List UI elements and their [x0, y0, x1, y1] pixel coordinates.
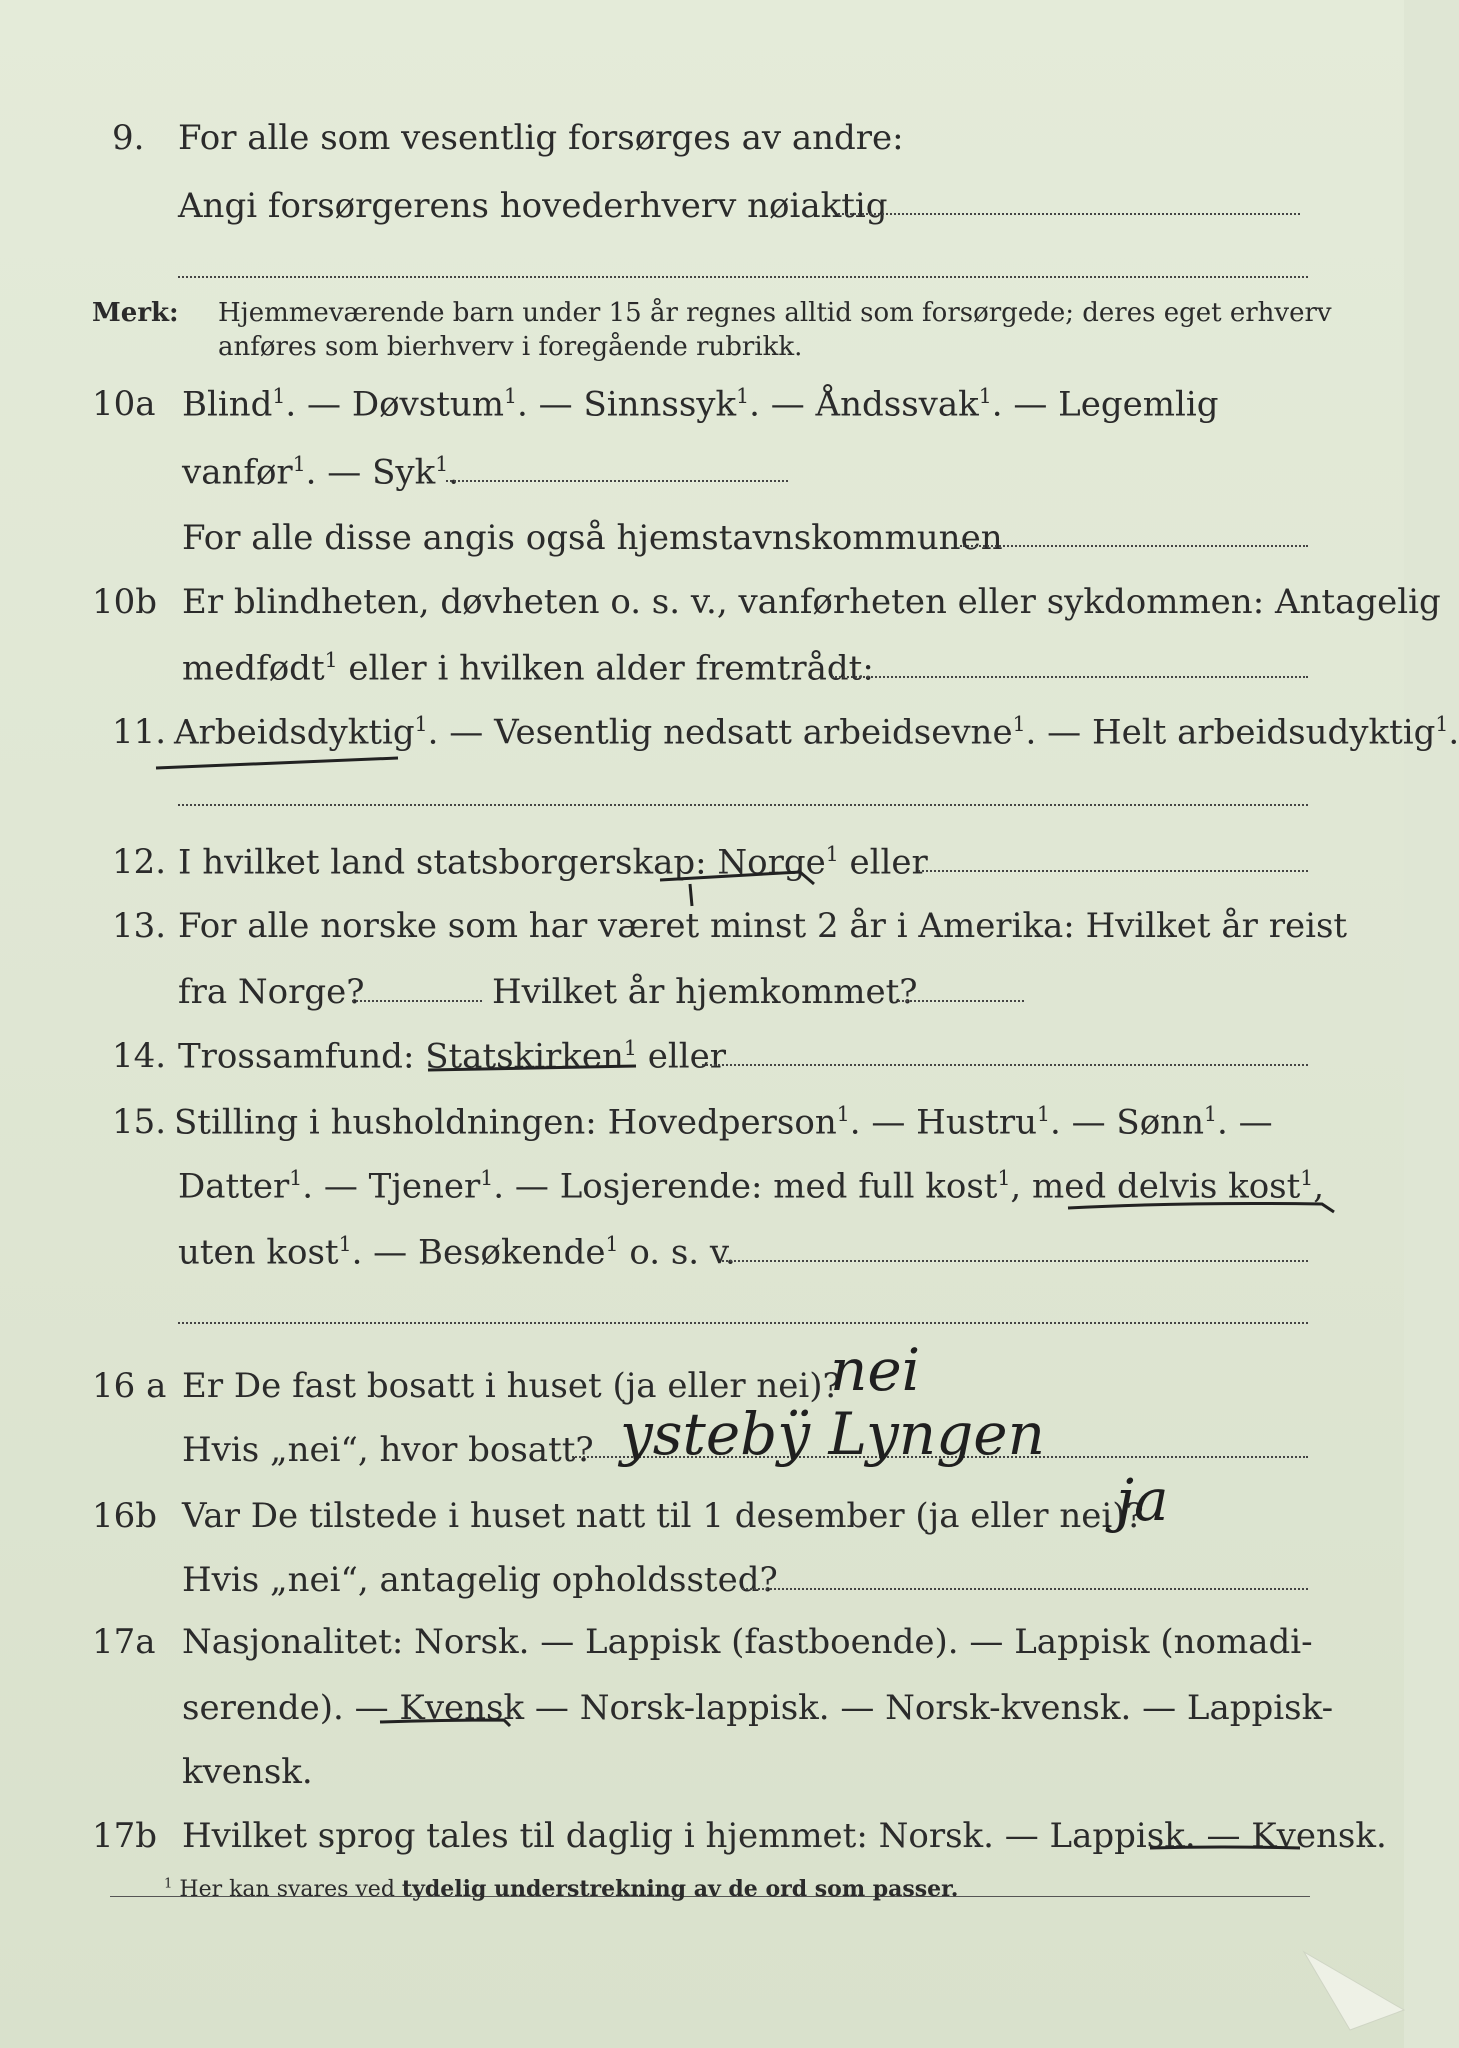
underline-kvensk-17b: [1150, 1847, 1300, 1848]
q16a-handwritten-answer[interactable]: nei: [830, 1336, 921, 1404]
q17b-text: Hvilket sprog tales til daglig i hjemmet: Norsk. — Lappisk. —: [182, 1816, 1241, 1856]
q12-line: I hvilket land statsborgerskap: Norge$^1$ eller: [178, 842, 928, 883]
q15-datter[interactable]: Datter: [178, 1166, 290, 1207]
q16a-question: Er De fast bosatt i huset (ja eller nei)?: [182, 1366, 841, 1406]
q12-number: 12.: [112, 842, 167, 882]
footnote-plain: Her kan svares ved: [179, 1877, 395, 1902]
footnote-bold: tydelig understrekning av de ord som passer.: [401, 1876, 959, 1902]
merk-label: Merk:: [92, 298, 179, 328]
q10a-dovstum[interactable]: Døvstum: [351, 384, 505, 425]
q15-label: Stilling i husholdningen:: [174, 1102, 597, 1143]
q17a-line1: Nasjonalitet: Norsk. — Lappisk (fastboende). — Lappisk (nomadi-: [182, 1622, 1313, 1662]
q15-delvis[interactable]: delvis kost: [1117, 1166, 1301, 1207]
q10a-line2: vanfør$^1$. — Syk$^1$.: [182, 452, 460, 493]
q15-sonn[interactable]: Sønn: [1116, 1102, 1204, 1143]
q14-statskirken[interactable]: Statskirken: [425, 1036, 624, 1077]
q17a-line3: kvensk.: [182, 1752, 313, 1792]
q9-line1: For alle som vesentlig forsørges av andre:: [178, 118, 904, 158]
q10b-medfodt[interactable]: medfødt: [182, 648, 325, 689]
merk-line1: Hjemmeværende barn under 15 år regnes alltid som forsørgede; deres eget erhverv: [218, 298, 1332, 328]
q17b-number: 17b: [92, 1816, 158, 1856]
q17a-serende: serende). —: [182, 1688, 389, 1728]
q15-besokende[interactable]: Besøkende: [418, 1232, 606, 1273]
footnote-mark: 1: [164, 1876, 173, 1892]
q15-osv: o. s. v.: [629, 1232, 736, 1273]
q15-med: med: [1032, 1166, 1107, 1207]
q17b-kvensk[interactable]: Kvensk.: [1251, 1816, 1387, 1856]
underline-statskirken: [428, 1066, 636, 1070]
q12-text: I hvilket land statsborgerskap:: [178, 842, 707, 883]
q15-losjerende[interactable]: Losjerende: med full kost: [559, 1166, 998, 1207]
q14-line: Trossamfund: Statskirken$^1$ eller: [178, 1036, 726, 1077]
q16b-hvis: Hvis „nei“, antagelig opholdssted?: [182, 1560, 778, 1600]
q13-line1: For alle norske som har været minst 2 år i Amerika: Hvilket år reist: [178, 906, 1348, 946]
q10b-line2: medfødt$^1$ eller i hvilken alder fremtrådt:: [182, 648, 874, 689]
underline-arbeidsdyktig: [156, 758, 398, 768]
q10a-syk[interactable]: Syk: [372, 452, 436, 493]
q9-line2: Angi forsørgerens hovederhverv nøiaktig: [178, 186, 888, 226]
q10a-sinnssyk[interactable]: Sinnssyk: [583, 384, 737, 425]
q13-hjemkommet: Hvilket år hjemkommet?: [492, 972, 918, 1012]
q10a-line1: Blind$^1$. — Døvstum$^1$. — Sinnssyk$^1$. — Åndssvak$^1$. — Legemlig: [182, 384, 1219, 425]
q12-eller: eller: [849, 842, 928, 883]
q10b-line2-rest: eller i hvilken alder fremtrådt:: [348, 648, 874, 689]
q17a-number: 17a: [92, 1622, 156, 1662]
q10b-line1: Er blindheten, døvheten o. s. v., vanførheten eller sykdommen: Antagelig: [182, 582, 1441, 622]
q16a-number: 16 a: [92, 1366, 167, 1406]
underline-delvis-kost: [1068, 1204, 1334, 1213]
q16a-handwritten-place[interactable]: ystebÿ Lyngen: [620, 1400, 1045, 1468]
q13-fra-norge: fra Norge?: [178, 972, 365, 1012]
q14-label: Trossamfund:: [178, 1036, 415, 1077]
q16b-number: 16b: [92, 1496, 158, 1536]
q11-arbeidsdyktig[interactable]: Arbeidsdyktig: [174, 712, 415, 753]
q9-number: 9.: [112, 118, 145, 158]
q10a-number: 10a: [92, 384, 156, 424]
q10a-legemlig[interactable]: Legemlig: [1058, 384, 1219, 425]
q15-hovedperson[interactable]: Hovedperson: [607, 1102, 837, 1143]
q11-line: Arbeidsdyktig$^1$. — Vesentlig nedsatt arbeidsevne$^1$. — Helt arbeidsudyktig$^1$.: [174, 712, 1459, 753]
q15-line1: Stilling i husholdningen: Hovedperson$^1$. — Hustru$^1$. — Sønn$^1$. —: [174, 1102, 1273, 1143]
q14-number: 14.: [112, 1036, 167, 1076]
q13-number: 13.: [112, 906, 167, 946]
q16b-question: Var De tilstede i huset natt til 1 desember (ja eller nei)?: [182, 1496, 1144, 1536]
underline-kvensk: [380, 1720, 510, 1726]
q15-line3: uten kost$^1$. — Besøkende$^1$ o. s. v.: [178, 1232, 736, 1273]
q10b-number: 10b: [92, 582, 158, 622]
q10a-blind[interactable]: Blind: [182, 384, 273, 425]
q15-line2: Datter$^1$. — Tjener$^1$. — Losjerende: med full kost$^1$, med delvis kost$^1$,: [178, 1166, 1325, 1207]
q15-hustru[interactable]: Hustru: [916, 1102, 1037, 1143]
q11-udyktig[interactable]: Helt arbeidsudyktig: [1091, 712, 1436, 753]
merk-line2: anføres som bierhverv i foregående rubrikk.: [218, 332, 803, 362]
q15-uten[interactable]: uten kost: [178, 1232, 339, 1273]
q12-norge[interactable]: Norge: [717, 842, 826, 883]
q11-number: 11.: [112, 712, 167, 752]
q14-eller: eller: [647, 1036, 726, 1077]
q17a-kvensk[interactable]: Kvensk: [399, 1688, 525, 1728]
folded-corner: [1304, 1952, 1404, 2030]
q10a-andssvak[interactable]: Åndssvak: [815, 384, 979, 425]
q10a-vanfor[interactable]: vanfør: [182, 452, 293, 493]
q15-number: 15.: [112, 1102, 167, 1142]
q15-tjener[interactable]: Tjener: [368, 1166, 481, 1207]
q16a-hvis: Hvis „nei“, hvor bosatt?: [182, 1430, 594, 1470]
q10a-line3: For alle disse angis også hjemstavnskommunen: [182, 518, 1003, 558]
underline-norge: [660, 872, 814, 906]
q11-nedsatt[interactable]: Vesentlig nedsatt arbeidsevne: [494, 712, 1013, 753]
q17a-line2-rest: — Norsk-lappisk. — Norsk-kvensk. — Lappisk-: [534, 1688, 1334, 1728]
q16b-handwritten-answer[interactable]: ja: [1116, 1466, 1169, 1534]
